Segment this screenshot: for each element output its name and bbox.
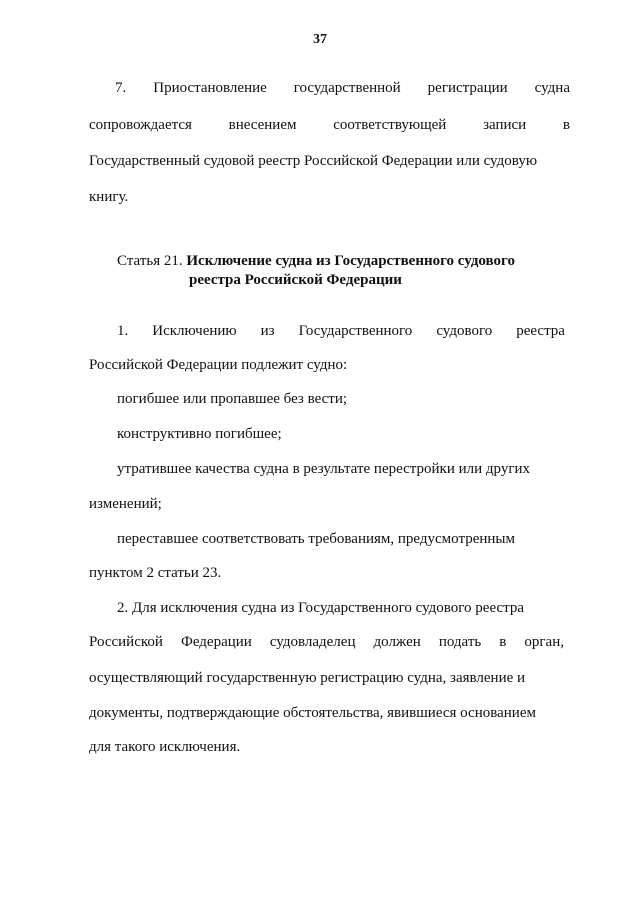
article-heading-line-1 [117,252,515,270]
word: орган, [524,634,564,650]
list-item-line-1: переставшее соответствовать требованиям, предусмотренным [117,531,515,547]
word: 7. [115,80,127,96]
word: в [562,117,570,133]
word: подать [438,634,482,650]
word: Федерации [180,634,252,650]
word: сопровождается [89,117,192,133]
word: Государственного [298,323,413,339]
paragraph-7-line-1 [115,79,570,97]
word: 1. [117,323,129,339]
word: Приостановление [153,80,267,96]
paragraph-1-line-1 [117,322,565,340]
paragraph-7-line-2 [89,116,570,134]
word: внесением [228,117,297,133]
word: судовладелец [269,634,356,650]
word: Российской [89,634,163,650]
word: записи [483,117,527,133]
word: Исключению [152,323,237,339]
article-prefix: Статья 21. [117,253,183,269]
paragraph-2-line-4: документы, подтверждающие обстоятельства, явившиеся основанием [89,705,536,721]
word: судового [436,323,493,339]
word: должен [373,634,421,650]
paragraph-7-line-3: Государственный судовой реестр Российской Федерации или судовую [89,153,538,169]
article-title: Исключение судна из Государственного судового [186,253,515,269]
word: из [260,323,275,339]
paragraph-1-line-2: Российской Федерации подлежит судно: [89,357,348,373]
paragraph-2-line-3: осуществляющий государственную регистрацию судна, заявление и [89,670,526,686]
paragraph-2-line-2 [89,633,564,651]
word: соответствующей [333,117,447,133]
article-heading-line-2: реестра Российской Федерации [189,272,402,288]
list-item-line-1: утратившее качества судна в результате перестройки или других [117,461,531,477]
word: регистрации [427,80,508,96]
paragraph-2-line-5: для такого исключения. [89,739,241,755]
word: судна [534,80,570,96]
list-item-line-2: изменений; [89,496,162,512]
list-item: конструктивно погибшее; [117,426,282,442]
word: в [499,634,507,650]
word: реестра [516,323,565,339]
paragraph-7-line-4: книгу. [89,189,129,205]
paragraph-2-line-1: 2. Для исключения судна из Государственного судового реестра [117,600,525,616]
page-number: 37 [313,32,327,47]
list-item: погибшее или пропавшее без вести; [117,391,348,407]
word: государственной [293,80,401,96]
list-item-line-2: пунктом 2 статьи 23. [89,565,222,581]
